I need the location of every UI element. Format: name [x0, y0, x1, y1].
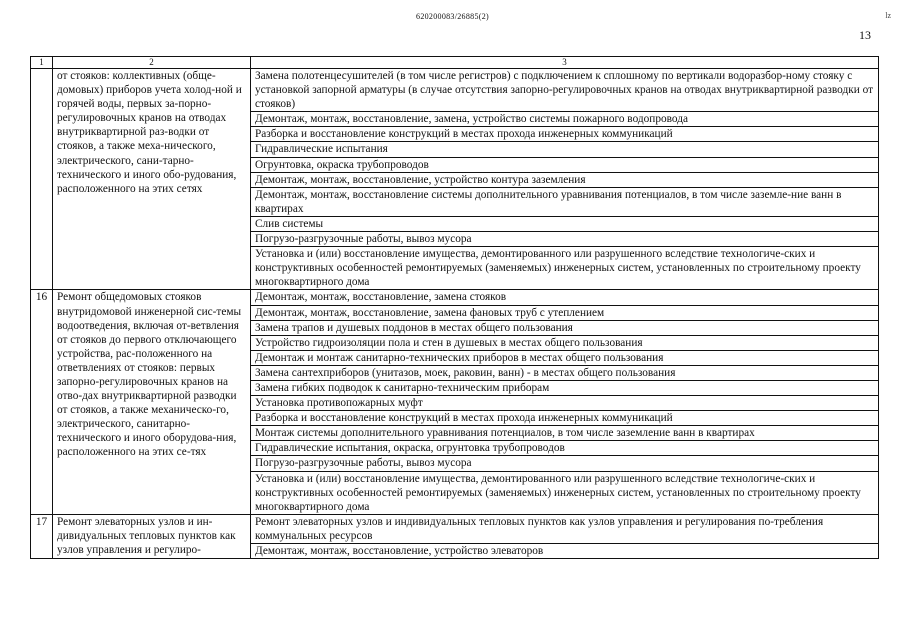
table-row — [31, 290, 879, 305]
work-item: Установка и (или) восстановление имущества, демонтированного или разрушенного вследствие технологиче-ских и конструктивных особенностей ремонтируемых (заменяемых) инженерных систем, установленных по строительному проекту многоквартирного дома — [251, 471, 879, 514]
work-category: Ремонт общедомовых стояков внутридомовой инженерной сис-темы водоотведения, включая от-ветвления от стояков до первого отключающего устройства, рас-положенного на ответвлениях от стояков: первых запорно-регулировочных кранов на отво-дах внутриквартирной разводки от стояков, а также механическо-го, электрического, санитарно-технического и иного оборудова-ния, расположенного на этих се-тях — [53, 290, 251, 514]
column-header: 2 — [53, 57, 251, 69]
table-row — [31, 69, 879, 112]
row-number — [31, 69, 53, 290]
row-number: 17 — [31, 514, 53, 558]
work-item: Гидравлические испытания, окраска, огрунтовка трубопроводов — [251, 441, 879, 456]
work-item: Разборка и восстановление конструкций в местах прохода инженерных коммуникаций — [251, 127, 879, 142]
work-item: Погрузо-разгрузочные работы, вывоз мусора — [251, 456, 879, 471]
work-item: Погрузо-разгрузочные работы, вывоз мусора — [251, 232, 879, 247]
document-id: 620200083/26885(2) — [416, 12, 489, 21]
column-header-row — [31, 57, 879, 69]
work-item: Устройство гидроизоляции пола и стен в душевых в местах общего пользования — [251, 335, 879, 350]
work-item: Разборка и восстановление конструкций в местах прохода инженерных коммуникаций — [251, 411, 879, 426]
work-item: Слив системы — [251, 216, 879, 231]
work-item: Демонтаж, монтаж, восстановление, замена фановых труб с утеплением — [251, 305, 879, 320]
column-header: 3 — [251, 57, 879, 69]
work-item: Замена сантехприборов (унитазов, моек, раковин, ванн) - в местах общего пользования — [251, 365, 879, 380]
work-item: Огрунтовка, окраска трубопроводов — [251, 157, 879, 172]
work-item: Установка противопожарных муфт — [251, 396, 879, 411]
row-number: 16 — [31, 290, 53, 514]
page-number: 13 — [859, 28, 871, 42]
work-item: Демонтаж, монтаж, восстановление, устройство контура заземления — [251, 172, 879, 187]
table-row — [31, 514, 879, 543]
column-header: 1 — [31, 57, 53, 69]
work-category: Ремонт элеваторных узлов и ин-дивидуальных тепловых пунктов как узлов управления и регулиро- — [53, 514, 251, 558]
works-table — [30, 56, 879, 559]
work-item: Гидравлические испытания — [251, 142, 879, 157]
corner-mark: lz — [885, 11, 891, 20]
work-item: Замена гибких подводок к санитарно-техническим приборам — [251, 380, 879, 395]
work-item: Замена полотенцесушителей (в том числе регистров) с подключением к сплошному по вертикали водоразбор-ному стояку с установкой запорной арматуры (в случае отсутствия запорно-регулировочных кранов на отводах внутриквартирной разводки от стояков) — [251, 69, 879, 112]
work-item: Установка и (или) восстановление имущества, демонтированного или разрушенного вследствие технологиче-ских и конструктивных особенностей ремонтируемых (заменяемых) инженерных систем, установленных по строительному проекту многоквартирного дома — [251, 247, 879, 290]
work-item: Демонтаж, монтаж, восстановление, замена стояков — [251, 290, 879, 305]
work-item: Демонтаж, монтаж, восстановление системы дополнительного уравнивания потенциалов, в том числе заземле-ние ванн в квартирах — [251, 187, 879, 216]
work-item: Замена трапов и душевых поддонов в местах общего пользования — [251, 320, 879, 335]
work-item: Демонтаж, монтаж, восстановление, замена, устройство системы пожарного водопровода — [251, 112, 879, 127]
work-item: Демонтаж, монтаж, восстановление, устройство элеваторов — [251, 544, 879, 559]
work-item: Демонтаж и монтаж санитарно-технических приборов в местах общего пользования — [251, 350, 879, 365]
work-item: Ремонт элеваторных узлов и индивидуальных тепловых пунктов как узлов управления и регулирования по-требления коммунальных ресурсов — [251, 514, 879, 543]
work-item: Монтаж системы дополнительного уравнивания потенциалов, в том числе заземление ванн в квартирах — [251, 426, 879, 441]
work-category: от стояков: коллективных (обще-домовых) приборов учета холод-ной и горячей воды, первых за-порно-регулировочных кранов на отводах внутриквартирной раз-водки от стояков, а также меха-нического, электрического, сани-тарно-технического и иного обо-рудования, расположенного на этих сетях — [53, 69, 251, 290]
